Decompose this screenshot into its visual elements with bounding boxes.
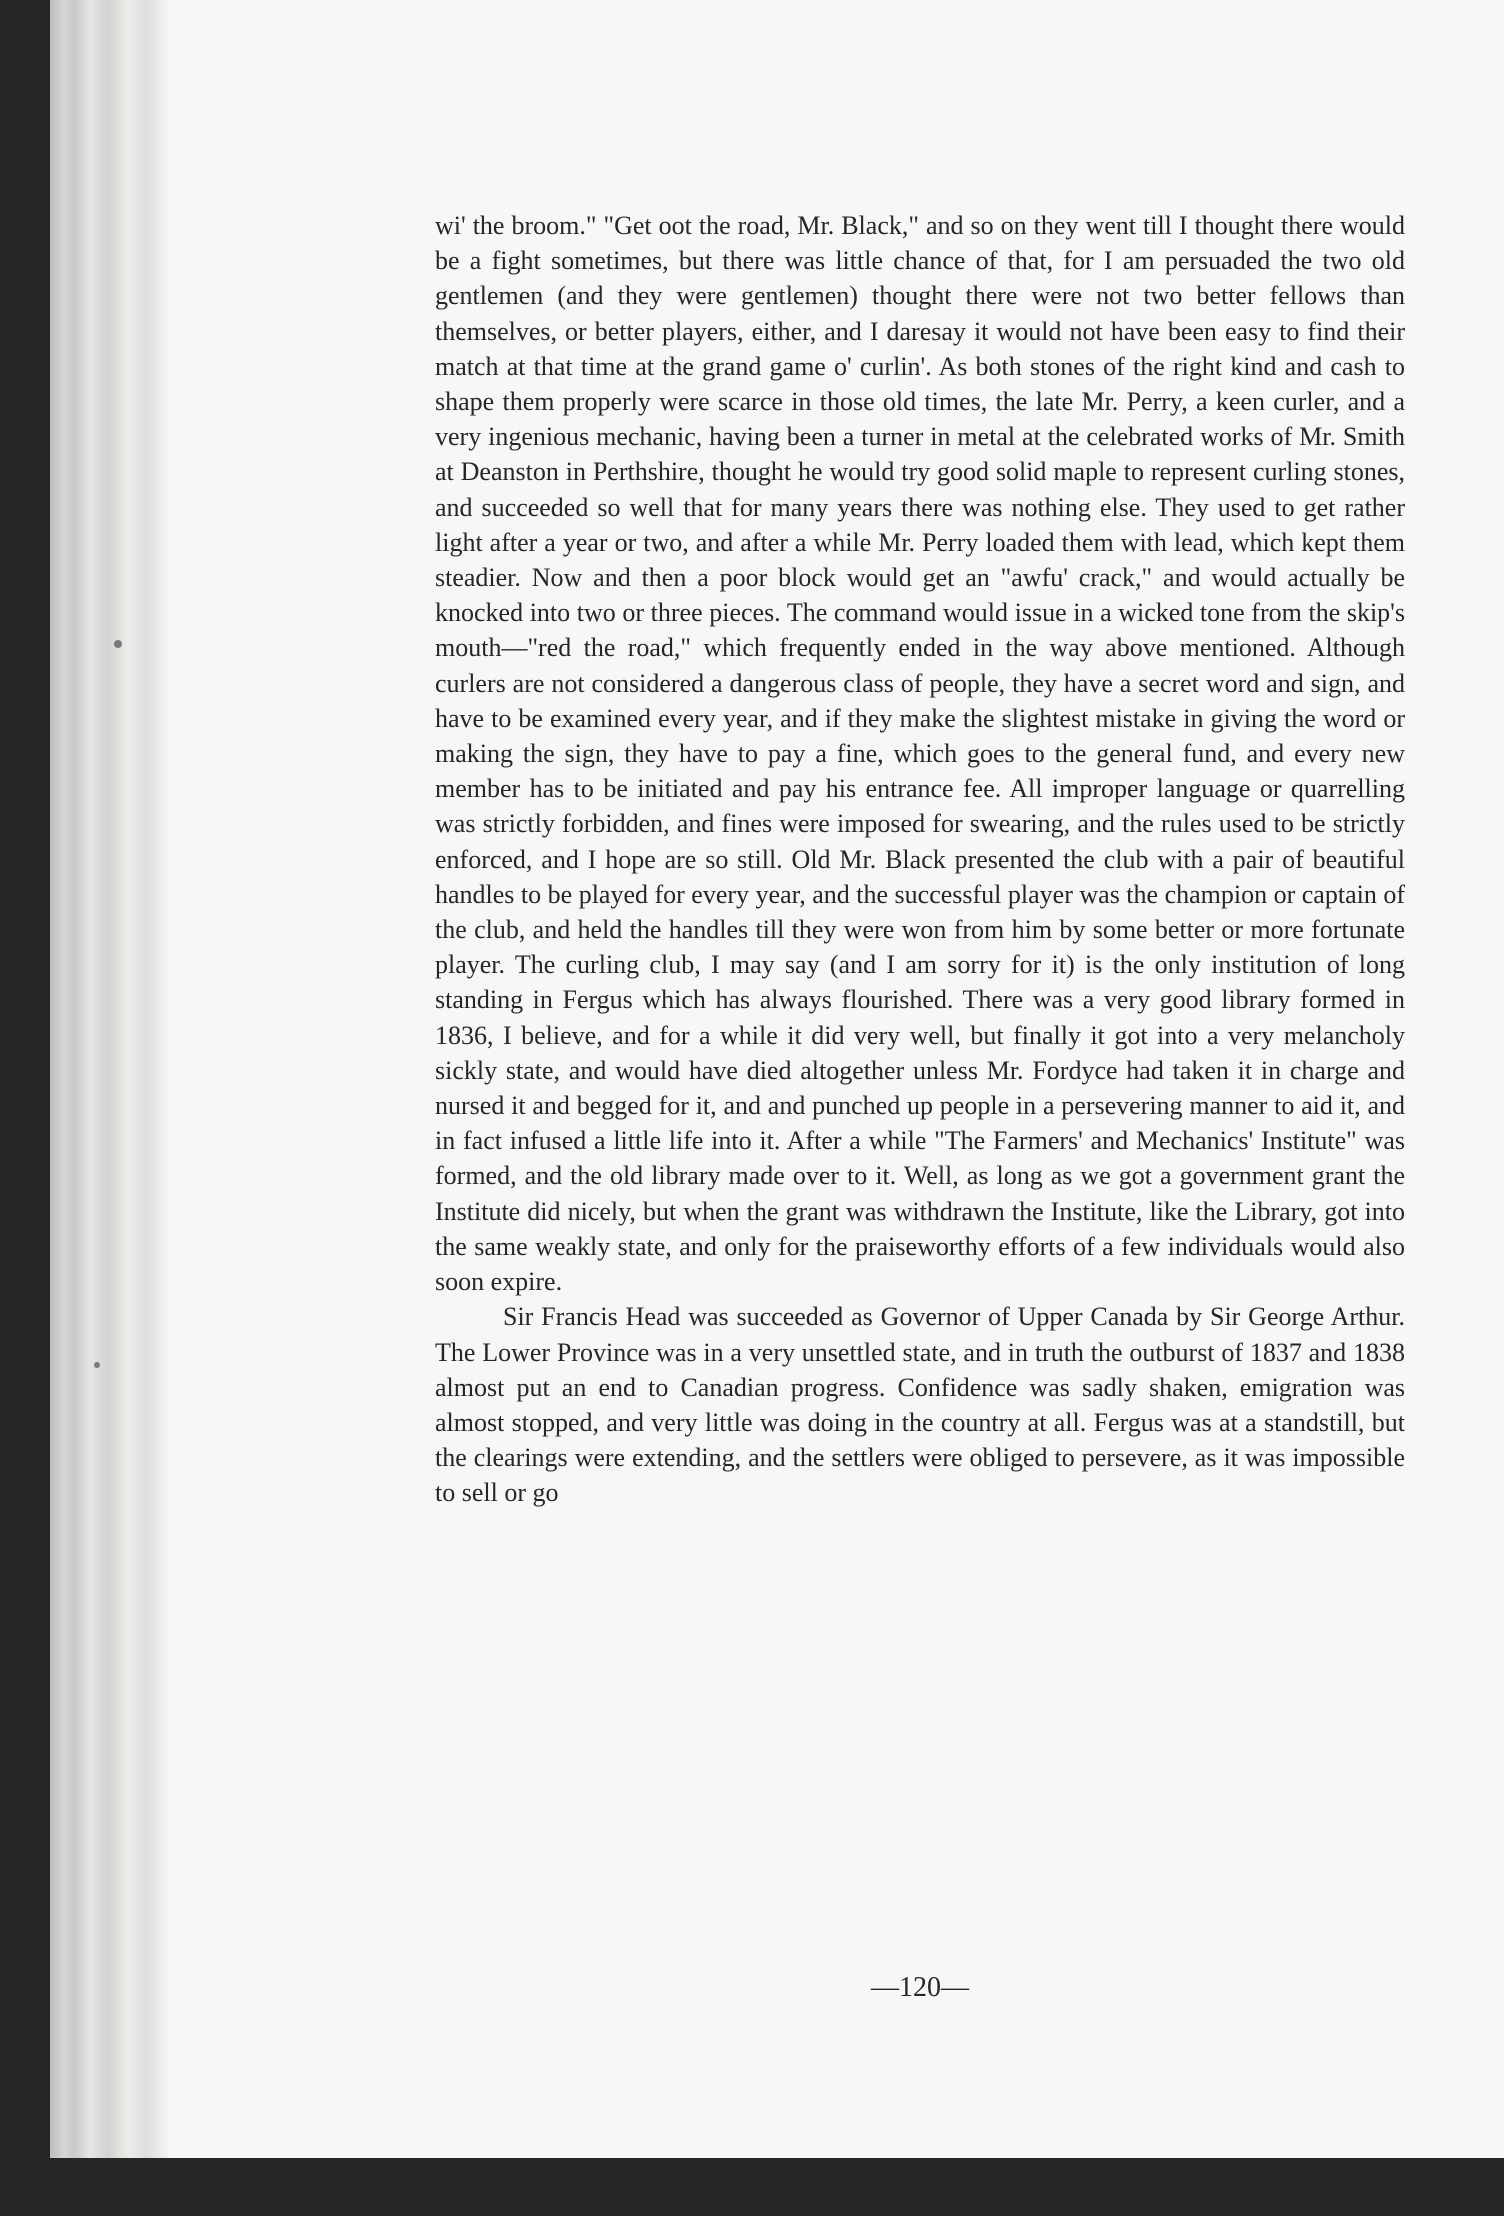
- paragraph-governor: Sir Francis Head was succeeded as Governor of Upper Canada by Sir George Arthur. The Lower Province was in a very unsettled state, and in truth the outburst of 1837 and 1838 almost put an end to Canadian progress. Confidence was sadly shaken, emigration was almost stopped, and very little was doing in the country at all. Fergus was at a standstill, but the clearings were extending, and the settlers were obliged to persevere, as it was impossible to sell or go: [435, 1302, 1405, 1508]
- gutter-speck: [94, 1362, 100, 1368]
- book-page: [50, 0, 1504, 2158]
- paragraph-curling-club: wi' the broom." "Get oot the road, Mr. Black," and so on they went till I thought there would be a fight sometimes, but there was little chance of that, for I am persuaded the two old gentlemen (and they were gentlemen) thought there were not two better fellows than themselves, or better players, either, and I daresay it would not have been easy to find their match at that time at the grand game o' curlin'. As both stones of the right kind and cash to shape them properly were scarce in those old times, the late Mr. Perry, a keen curler, and a very ingenious mechanic, having been a turner in metal at the celebrated works of Mr. Smith at Deanston in Perthshire, thought he would try good solid maple to represent curling stones, and succeeded so well that for many years there was nothing else. They used to get rather light after a year or two, and after a while Mr. Perry loaded them with lead, which kept them steadier. Now and then a poor block would get an "awfu' crack," and would actually be knocked into two or three pieces. The command would issue in a wicked tone from the skip's mouth—"red the road," which frequently ended in the way above mentioned. Although curlers are not considered a dangerous class of people, they have a secret word and sign, and have to be examined every year, and if they make the slightest mistake in giving the word or making the sign, they have to pay a fine, which goes to the general fund, and every new member has to be initiated and pay his entrance fee. All improper language or quarrelling was strictly forbidden, and fines were imposed for swearing, and the rules used to be strictly enforced, and I hope are so still. Old Mr. Black presented the club with a pair of beautiful handles to be played for every year, and the successful player was the champion or captain of the club, and held the handles till they were won from him by some better or more fortunate player. The curling club, I may say (and I am sorry for it) is the only institution of long standing in Fergus which has always flourished. There was a very good library formed in 1836, I believe, and for a while it did very well, but finally it got into a very melancholy sickly state, and would have died altogether unless Mr. Fordyce had taken it in charge and nursed it and begged for it, and and punched up people in a persevering manner to aid it, and in fact infused a little life into it. After a while "The Farmers' and Mechanics' Institute" was formed, and the old library made over to it. Well, as long as we got a government grant the Institute did nicely, but when the grant was withdrawn the Institute, like the Library, got into the same weakly state, and only for the praiseworthy efforts of a few individuals would also soon expire.: [435, 211, 1405, 1297]
- page-gutter: [50, 0, 168, 2158]
- gutter-speck: [114, 640, 122, 648]
- body-text: [435, 208, 1405, 1511]
- page-number: —120—: [871, 1972, 969, 2003]
